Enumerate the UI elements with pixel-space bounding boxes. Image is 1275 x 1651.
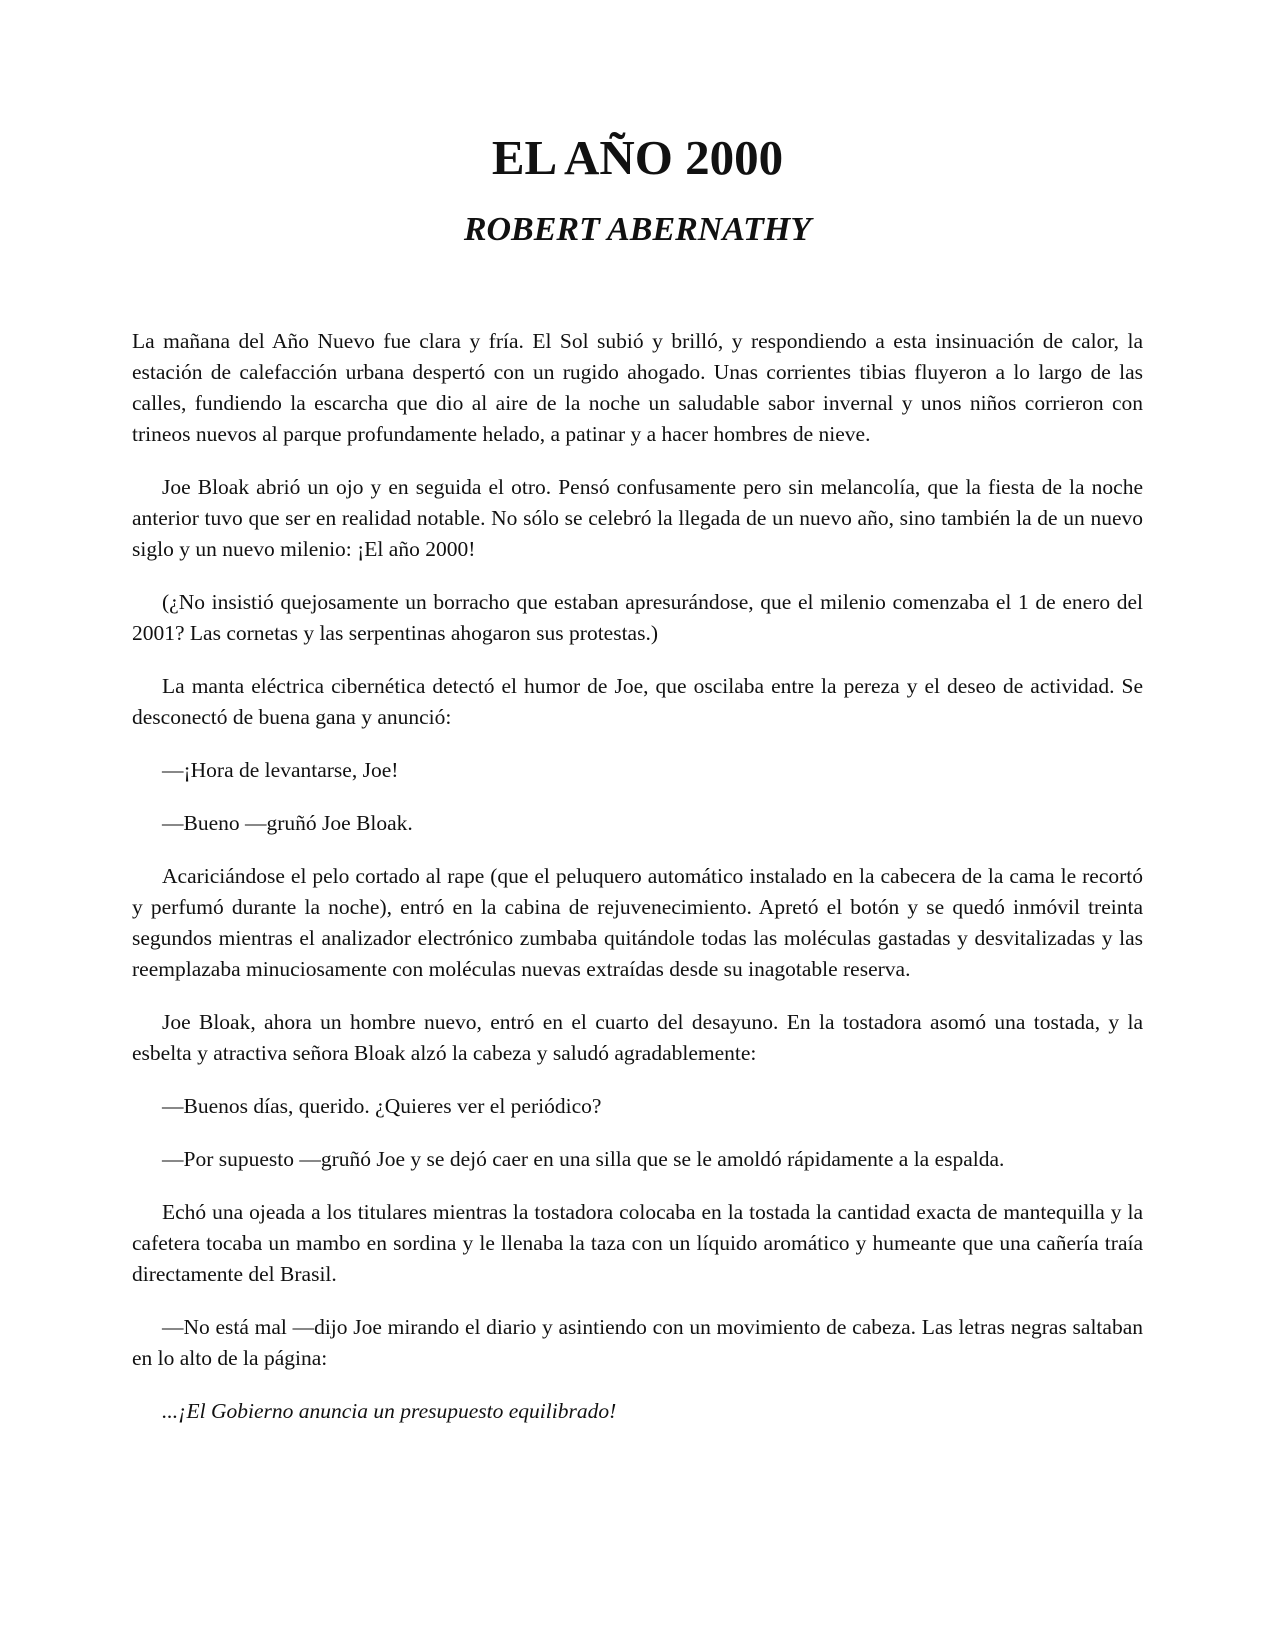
dialogue-line: —No está mal —dijo Joe mirando el diario y asintiendo con un movimiento de cabeza. Las letras negras saltaban en lo alto de la página: [132,1315,1143,1370]
paragraph: Joe Bloak abrió un ojo y en seguida el otro. Pensó confusamente pero sin melancolía, que la fiesta de la noche anterior tuvo que ser en realidad notable. No sólo se celebró la llegada de un nuevo año, sino también la de un nuevo siglo y un nuevo milenio: ¡El año 2000! [132,475,1143,561]
document-author: ROBERT ABERNATHY [463,211,812,248]
dialogue-line: —Buenos días, querido. ¿Quieres ver el periódico? [162,1094,602,1118]
paragraph: La manta eléctrica cibernética detectó el humor de Joe, que oscilaba entre la pereza y el deseo de actividad. Se desconectó de buena gana y anunció: [132,674,1143,729]
paragraph: (¿No insistió quejosamente un borracho que estaban apresurándose, que el milenio comenzaba el 1 de enero del 2001? Las cornetas y las serpentinas ahogaron sus protestas.) [132,590,1143,645]
dialogue-line: —¡Hora de levantarse, Joe! [162,758,399,782]
dialogue-line: —Por supuesto —gruñó Joe y se dejó caer en una silla que se le amoldó rápidamente a la espalda. [162,1147,1005,1171]
paragraph: Acariciándose el pelo cortado al rape (que el peluquero automático instalado en la cabecera de la cama le recortó y perfumó durante la noche), entró en la cabina de rejuvenecimiento. Apretó el botón y se quedó inmóvil treinta segundos mientras el analizador electrónico zumbaba quitándole todas las moléculas gastadas y desvitalizadas y las reemplazaba minuciosamente con moléculas nuevas extraídas desde su inagotable reserva. [132,864,1143,981]
document-title: EL AÑO 2000 [491,130,784,185]
newspaper-headline: ...¡El Gobierno anuncia un presupuesto equilibrado! [162,1399,617,1423]
paragraph: Joe Bloak, ahora un hombre nuevo, entró en el cuarto del desayuno. En la tostadora asomó una tostada, y la esbelta y atractiva señora Bloak alzó la cabeza y saludó agradablemente: [132,1010,1143,1065]
paragraph: Echó una ojeada a los titulares mientras la tostadora colocaba en la tostada la cantidad exacta de mantequilla y la cafetera tocaba un mambo en sordina y le llenaba la taza con un líquido aromático y humeante que una cañería traía directamente del Brasil. [132,1200,1143,1286]
paragraph: La mañana del Año Nuevo fue clara y fría. El Sol subió y brilló, y respondiendo a esta insinuación de calor, la estación de calefacción urbana despertó con un rugido ahogado. Unas corrientes tibias fluyeron a lo largo de las calles, fundiendo la escarcha que dio al aire de la noche un saludable sabor invernal y unos niños corrieron con trineos nuevos al parque profundamente helado, a patinar y a hacer hombres de nieve. [132,329,1143,446]
document-body [132,326,1143,1449]
dialogue-line: —Bueno —gruñó Joe Bloak. [162,811,413,835]
